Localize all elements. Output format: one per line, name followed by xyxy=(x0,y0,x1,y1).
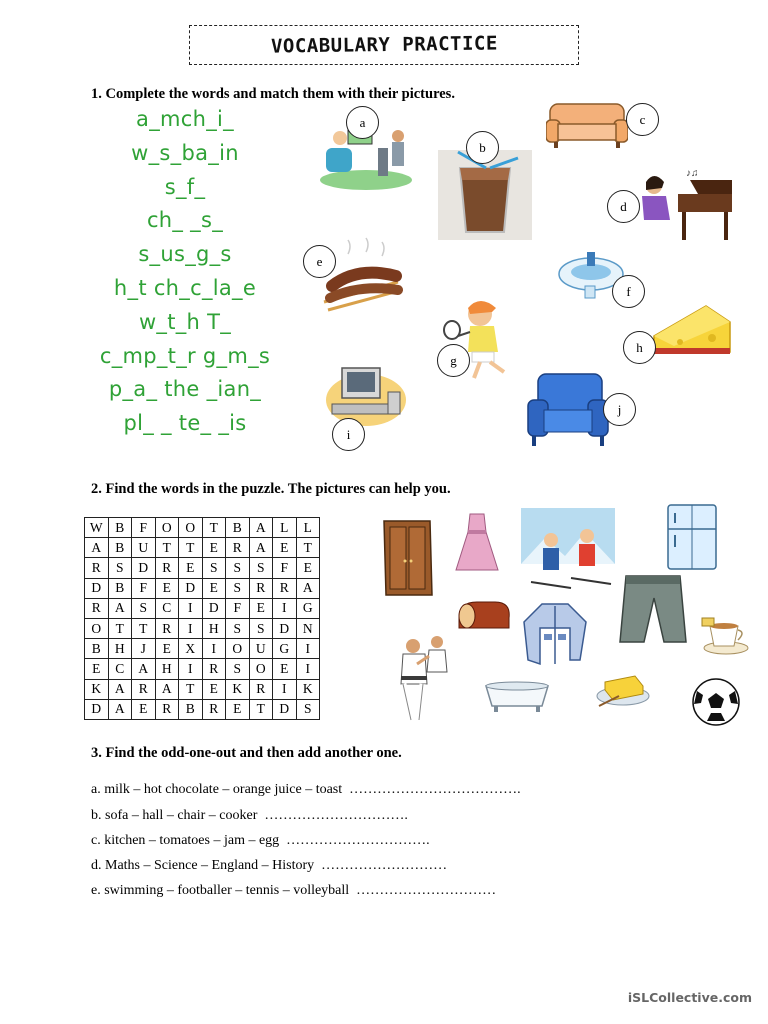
grid-cell[interactable]: I xyxy=(179,598,203,618)
grid-cell[interactable]: I xyxy=(179,618,203,638)
grid-cell[interactable]: G xyxy=(273,639,297,659)
piano-player-picture xyxy=(638,168,736,242)
grid-cell[interactable]: A xyxy=(85,538,109,558)
grid-cell[interactable]: S xyxy=(249,558,273,578)
grid-cell[interactable]: T xyxy=(155,538,179,558)
grid-cell[interactable]: D xyxy=(179,578,203,598)
grid-cell[interactable]: L xyxy=(296,518,320,538)
label-circle-j: j xyxy=(603,393,636,426)
grid-cell[interactable]: D xyxy=(273,699,297,719)
label-circle-h: h xyxy=(623,331,656,364)
grid-cell[interactable]: T xyxy=(179,679,203,699)
grid-cell[interactable]: E xyxy=(202,578,226,598)
grid-cell[interactable]: B xyxy=(108,578,132,598)
word-item: s_f_ xyxy=(164,174,206,199)
grid-cell[interactable]: E xyxy=(155,639,179,659)
label-circle-b: b xyxy=(466,131,499,164)
page-title: VOCABULARY PRACTICE xyxy=(270,32,498,58)
grid-cell[interactable]: B xyxy=(85,639,109,659)
label-circle-f: f xyxy=(612,275,645,308)
grid-cell[interactable]: I xyxy=(296,639,320,659)
grid-cell[interactable]: R xyxy=(202,699,226,719)
tea-cup-picture xyxy=(700,614,752,658)
grid-cell[interactable]: S xyxy=(202,558,226,578)
grid-cell[interactable]: F xyxy=(273,558,297,578)
grid-cell[interactable]: R xyxy=(155,558,179,578)
grid-cell[interactable]: K xyxy=(85,679,109,699)
label-circle-c: c xyxy=(626,103,659,136)
bread-picture xyxy=(455,598,513,634)
grid-cell[interactable]: A xyxy=(108,679,132,699)
grid-cell[interactable]: B xyxy=(179,699,203,719)
grid-cell[interactable]: S xyxy=(226,578,250,598)
grid-cell[interactable]: R xyxy=(85,558,109,578)
odd-one-out-item-e: e. swimming – footballer – tennis – volleyball ………………………… xyxy=(91,883,497,898)
grid-cell[interactable]: T xyxy=(108,618,132,638)
grid-cell[interactable]: J xyxy=(132,639,156,659)
svg-text:♪♫: ♪♫ xyxy=(686,168,699,179)
word-item: pl_ _ te_ _is xyxy=(123,411,247,436)
section2-heading: 2. Find the words in the puzzle. The pictures can help you. xyxy=(91,481,451,497)
word-item: a_mch_i_ xyxy=(136,107,234,131)
label-circle-a: a xyxy=(346,106,379,139)
grid-cell[interactable]: S xyxy=(132,598,156,618)
word-list xyxy=(85,103,285,441)
grid-cell[interactable]: O xyxy=(249,659,273,679)
grid-cell[interactable]: T xyxy=(296,538,320,558)
word-item: w_s_ba_in xyxy=(131,140,239,165)
grid-cell[interactable]: I xyxy=(296,659,320,679)
karate-picture xyxy=(393,632,453,724)
grid-cell[interactable]: A xyxy=(249,518,273,538)
grid-cell[interactable]: R xyxy=(273,578,297,598)
label-circle-g: g xyxy=(437,344,470,377)
label-circle-i: i xyxy=(332,418,365,451)
blue-armchair-picture xyxy=(526,370,610,448)
grid-cell[interactable]: E xyxy=(226,699,250,719)
grid-cell[interactable]: R xyxy=(85,598,109,618)
title-box xyxy=(189,25,579,65)
grid-cell[interactable]: E xyxy=(85,659,109,679)
grid-cell[interactable]: F xyxy=(132,518,156,538)
section3-heading: 3. Find the odd-one-out and then add another one. xyxy=(91,745,402,761)
grid-cell[interactable]: E xyxy=(273,659,297,679)
computer-picture xyxy=(318,362,406,430)
cheese-picture xyxy=(650,300,732,358)
grid-cell[interactable]: E xyxy=(296,558,320,578)
word-item: w_t_h T_ xyxy=(138,309,232,334)
bathtub-picture xyxy=(482,678,552,714)
grid-row xyxy=(85,679,320,699)
grid-cell[interactable]: S xyxy=(296,699,320,719)
grid-cell[interactable]: S xyxy=(226,659,250,679)
word-item: c_mp_t_r g_m_s xyxy=(99,343,271,368)
grid-cell[interactable]: D xyxy=(202,598,226,618)
jacket-picture xyxy=(520,600,590,666)
grid-cell[interactable]: D xyxy=(273,618,297,638)
grid-cell[interactable]: A xyxy=(108,598,132,618)
fridge-picture xyxy=(666,503,718,571)
grid-row xyxy=(85,538,320,558)
grid-cell[interactable]: O xyxy=(155,518,179,538)
grid-cell[interactable]: E xyxy=(202,679,226,699)
grid-cell[interactable]: A xyxy=(108,699,132,719)
grid-cell[interactable]: I xyxy=(179,659,203,679)
grid-cell[interactable]: T xyxy=(202,518,226,538)
word-item: h_t ch_c_la_e xyxy=(113,275,257,300)
grid-cell[interactable]: H xyxy=(108,639,132,659)
grid-cell[interactable]: O xyxy=(226,639,250,659)
odd-one-out-item-c: c. kitchen – tomatoes – jam – egg …………………………. xyxy=(91,833,430,848)
label-circle-e: e xyxy=(303,245,336,278)
grid-cell[interactable]: R xyxy=(155,699,179,719)
footer-watermark: iSLCollective.com xyxy=(627,990,752,1005)
grid-cell[interactable]: L xyxy=(273,518,297,538)
word-item: p_a_ the _ian_ xyxy=(108,377,262,402)
dress-picture xyxy=(454,512,500,572)
grid-row xyxy=(85,518,320,538)
grid-cell[interactable]: X xyxy=(179,639,203,659)
grid-cell[interactable]: I xyxy=(273,679,297,699)
grid-cell[interactable]: U xyxy=(132,538,156,558)
grid-cell[interactable]: D xyxy=(85,578,109,598)
grid-cell[interactable]: F xyxy=(132,578,156,598)
grid-cell[interactable]: S xyxy=(226,618,250,638)
grid-cell[interactable]: U xyxy=(249,639,273,659)
grid-row xyxy=(85,639,320,659)
grid-cell[interactable]: O xyxy=(179,518,203,538)
sofa-picture xyxy=(546,102,628,150)
wardrobe-picture xyxy=(382,517,434,597)
grid-cell[interactable]: E xyxy=(273,538,297,558)
grid-cell[interactable]: R xyxy=(226,538,250,558)
section1-heading: 1. Complete the words and match them with their pictures. xyxy=(91,86,455,102)
grid-cell[interactable]: N xyxy=(296,618,320,638)
grid-cell[interactable]: G xyxy=(296,598,320,618)
grid-cell[interactable]: T xyxy=(249,699,273,719)
sausages-picture xyxy=(318,236,410,320)
label-circle-d: d xyxy=(607,190,640,223)
grid-cell[interactable]: R xyxy=(249,578,273,598)
word-item: ch_ _s_ xyxy=(146,208,224,233)
grid-cell[interactable]: S xyxy=(226,558,250,578)
odd-one-out-item-b: b. sofa – hall – chair – cooker …………………………. xyxy=(91,808,408,823)
word-search-grid xyxy=(84,517,320,720)
butter-picture xyxy=(595,668,651,708)
grid-cell[interactable]: D xyxy=(132,558,156,578)
odd-one-out-item-d: d. Maths – Science – England – History ……………………… xyxy=(91,858,448,873)
grid-row xyxy=(85,558,320,578)
grid-cell[interactable]: E xyxy=(132,699,156,719)
grid-cell[interactable]: W xyxy=(85,518,109,538)
grid-cell[interactable]: A xyxy=(132,659,156,679)
grid-cell[interactable]: R xyxy=(202,659,226,679)
grid-cell[interactable]: F xyxy=(226,598,250,618)
grid-cell[interactable]: C xyxy=(155,598,179,618)
grid-row xyxy=(85,618,320,638)
grid-cell[interactable]: A xyxy=(155,679,179,699)
odd-one-out-item-a: a. milk – hot chocolate – orange juice – toast ………………………………. xyxy=(91,782,521,797)
grid-cell[interactable]: H xyxy=(155,659,179,679)
grid-cell[interactable]: S xyxy=(108,558,132,578)
grid-cell[interactable]: S xyxy=(249,618,273,638)
grid-cell[interactable]: B xyxy=(226,518,250,538)
grid-cell[interactable]: B xyxy=(108,518,132,538)
grid-cell[interactable]: C xyxy=(108,659,132,679)
grid-cell[interactable]: I xyxy=(202,639,226,659)
grid-cell[interactable]: O xyxy=(85,618,109,638)
grid-cell[interactable]: E xyxy=(202,538,226,558)
grid-cell[interactable]: A xyxy=(296,578,320,598)
grid-cell[interactable]: H xyxy=(202,618,226,638)
grid-cell[interactable]: I xyxy=(273,598,297,618)
skiing-picture xyxy=(521,508,615,590)
grid-cell[interactable]: T xyxy=(132,618,156,638)
grid-cell[interactable]: E xyxy=(249,598,273,618)
grid-cell[interactable]: K xyxy=(226,679,250,699)
grid-cell[interactable]: R xyxy=(132,679,156,699)
grid-cell[interactable]: A xyxy=(249,538,273,558)
football-picture xyxy=(689,677,743,727)
trousers-picture xyxy=(618,572,688,644)
grid-cell[interactable]: K xyxy=(296,679,320,699)
grid-row xyxy=(85,699,320,719)
word-item: s_us_g_s xyxy=(138,242,232,267)
grid-cell[interactable]: R xyxy=(249,679,273,699)
grid-cell[interactable]: E xyxy=(155,578,179,598)
grid-row xyxy=(85,659,320,679)
grid-cell[interactable]: B xyxy=(108,538,132,558)
grid-cell[interactable]: R xyxy=(155,618,179,638)
grid-row xyxy=(85,578,320,598)
grid-cell[interactable]: D xyxy=(85,699,109,719)
grid-cell[interactable]: E xyxy=(179,558,203,578)
grid-cell[interactable]: T xyxy=(179,538,203,558)
grid-row xyxy=(85,598,320,618)
